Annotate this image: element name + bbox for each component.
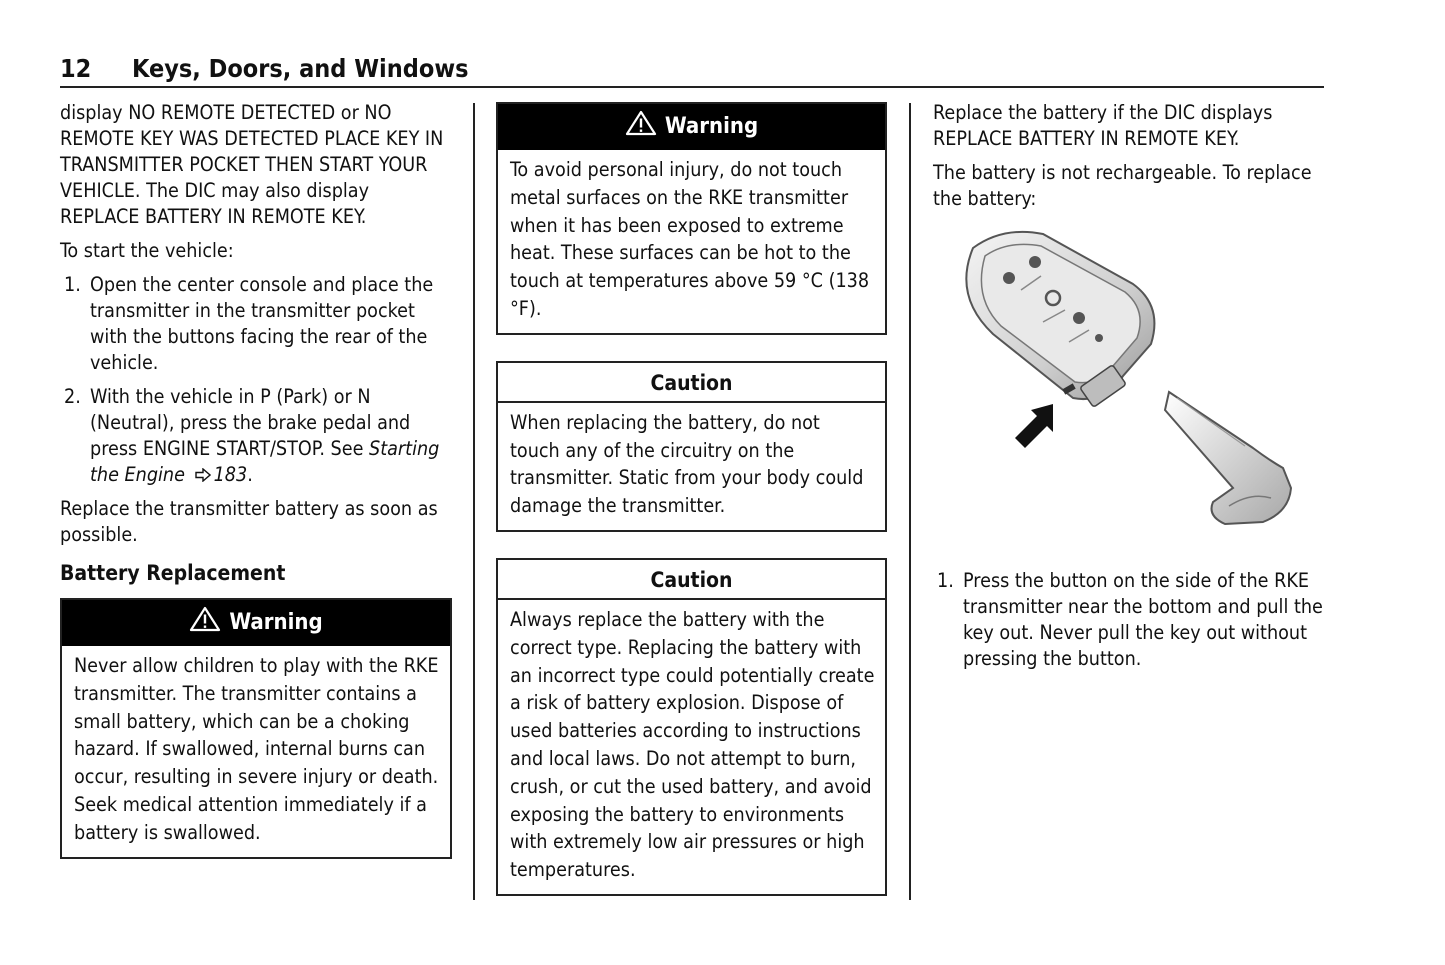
step-number: 1. — [64, 273, 81, 296]
replace-steps — [933, 568, 1323, 672]
cross-reference-link[interactable]: Starting the Engine — [90, 437, 440, 486]
reference-page[interactable]: 183 — [213, 463, 248, 486]
middle-column — [496, 102, 887, 922]
reference-arrow-icon — [195, 468, 211, 482]
column-divider — [473, 103, 475, 900]
list-item — [60, 384, 452, 488]
mechanical-key — [1165, 392, 1291, 524]
column-divider — [909, 103, 911, 900]
step-text: Press the button on the side of the RKE transmitter near the bottom and pull the key out. Never pull the key out without pressing the button. — [963, 569, 1323, 670]
caution-box — [496, 361, 887, 532]
chapter-title: Keys, Doors, and Windows — [132, 54, 469, 83]
list-item — [60, 272, 452, 376]
warning-triangle-icon — [189, 606, 221, 632]
page-header — [60, 52, 1324, 88]
caution-box — [496, 558, 887, 896]
caution-title: Caution — [498, 363, 885, 403]
page-number: 12 — [60, 54, 92, 83]
step-number: 2. — [64, 385, 81, 408]
step-text-end: . — [247, 463, 253, 486]
step-text: Open the center console and place the transmitter in the transmitter pocket with the buttons facing the rear of the vehicle. — [90, 273, 434, 374]
key-fob-illustration — [933, 226, 1313, 556]
start-steps — [60, 272, 452, 488]
warning-text: Never allow children to play with the RKE transmitter. The transmitter contains a small battery, which can be a choking hazard. If swallowed, internal burns can occur, resulting in severe injury or death. Seek medical attention immediately if a battery is swallowed. — [74, 654, 439, 844]
warning-header — [498, 104, 885, 150]
warning-box — [496, 102, 887, 335]
list-item — [933, 568, 1323, 672]
step-text: With the vehicle in P (Park) or N (Neutral), press the brake pedal and press ENGINE START/STOP. See — [90, 385, 411, 460]
right-column — [933, 100, 1323, 680]
caution-text: Always replace the battery with the correct type. Replacing the battery with an incorrect type could potentially create a risk of battery explosion. Dispose of used batteries according to instructions and local laws. Do not attempt to burn, crush, or cut the used battery, and avoid exposing the battery to environments with extremely low air pressures or high temperatures. — [510, 607, 875, 882]
battery-paragraph: Replace the battery if the DIC displays REPLACE BATTERY IN REMOTE KEY. — [933, 101, 1273, 150]
intro-paragraph: display NO REMOTE DETECTED or NO REMOTE KEY WAS DETECTED PLACE KEY IN TRANSMITTER POCKET THEN START YOUR VEHICLE. The DIC may also display REPLACE BATTERY IN REMOTE KEY. — [60, 101, 444, 228]
battery-replacement-heading: Battery Replacement — [60, 561, 286, 585]
warning-title: Warning — [664, 114, 759, 139]
warning-text: To avoid personal injury, do not touch metal surfaces on the RKE transmitter when it has been exposed to extreme heat. These surfaces can be hot to the touch at temperatures above 59 °C (138 °F). — [510, 158, 870, 320]
caution-title: Caution — [498, 560, 885, 600]
warning-triangle-icon — [625, 110, 657, 136]
replace-note: Replace the transmitter battery as soon as possible. — [60, 497, 438, 546]
battery-paragraph: The battery is not rechargeable. To replace the battery: — [933, 161, 1312, 210]
left-column — [60, 100, 452, 885]
warning-header — [62, 600, 450, 646]
warning-title: Warning — [229, 610, 323, 635]
warning-box — [60, 598, 452, 859]
step-number: 1. — [937, 569, 954, 592]
key-fob-body — [966, 232, 1154, 407]
start-label: To start the vehicle: — [60, 239, 234, 262]
release-arrow-icon — [1015, 404, 1053, 448]
caution-text: When replacing the battery, do not touch any of the circuitry on the transmitter. Static from your body could damage the transmitter. — [510, 410, 864, 518]
